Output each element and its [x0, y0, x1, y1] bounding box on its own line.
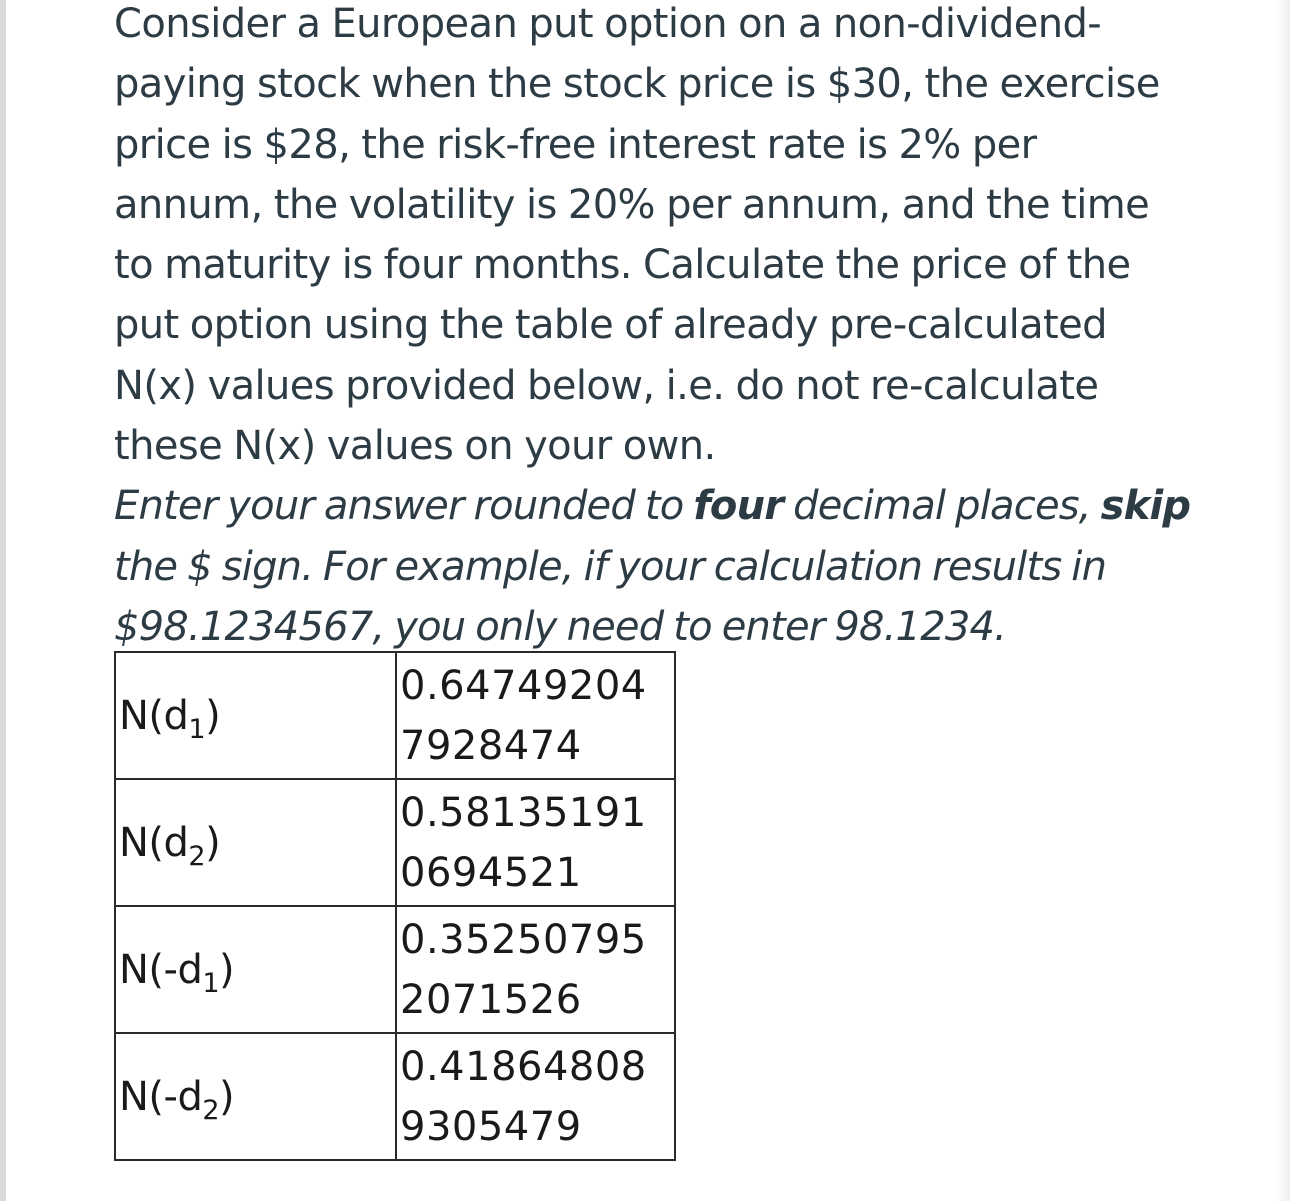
row-value: 0.41864808 9305479: [396, 1033, 675, 1160]
row-label: $N(d_2)$: [115, 779, 396, 906]
question-line: Consider a European put option on a non-dividend-: [114, 1, 1102, 47]
table-row: [115, 652, 675, 779]
question-text: [114, 0, 1254, 476]
emphasis-skip: skip: [1100, 483, 1191, 530]
question-line: N(x) values provided below, i.e. do not re-calculate: [114, 362, 1099, 409]
row-label: $N(-d_1)$: [115, 906, 396, 1033]
question-line: these N(x) values on your own.: [114, 423, 716, 470]
question-content: [114, 0, 1254, 657]
table-row: [115, 1033, 675, 1160]
row-value: 0.58135191 0694521: [396, 779, 675, 906]
answer-instructions: [114, 476, 1254, 657]
question-line: paying stock when the stock price is $30, the exercise: [114, 61, 1160, 108]
instruction-line: the $ sign. For example, if your calculation results in: [114, 543, 1107, 590]
row-value: 0.35250795 2071526: [396, 906, 675, 1033]
instruction-line: $98.1234567, you only need to enter 98.1234.: [114, 603, 1007, 650]
table-row: [115, 906, 675, 1033]
table-row: [115, 779, 675, 906]
row-label: $N(d_1)$: [115, 652, 396, 779]
instruction-line: Enter your answer rounded to four decimal places, skip: [114, 483, 1191, 530]
emphasis-four: four: [693, 483, 784, 530]
question-line: put option using the table of already pre-calculated: [114, 302, 1107, 349]
row-label: $N(-d_2)$: [115, 1033, 396, 1160]
nx-values-table: [114, 651, 676, 1161]
row-value: 0.64749204 7928474: [396, 652, 675, 779]
question-line: price is $28, the risk-free interest rate is 2% per: [114, 121, 1037, 168]
question-line: to maturity is four months. Calculate the price of the: [114, 242, 1131, 289]
right-edge-shadow: [1276, 0, 1290, 1201]
question-line: annum, the volatility is 20% per annum, and the time: [114, 181, 1150, 228]
left-border: [0, 0, 6, 1201]
